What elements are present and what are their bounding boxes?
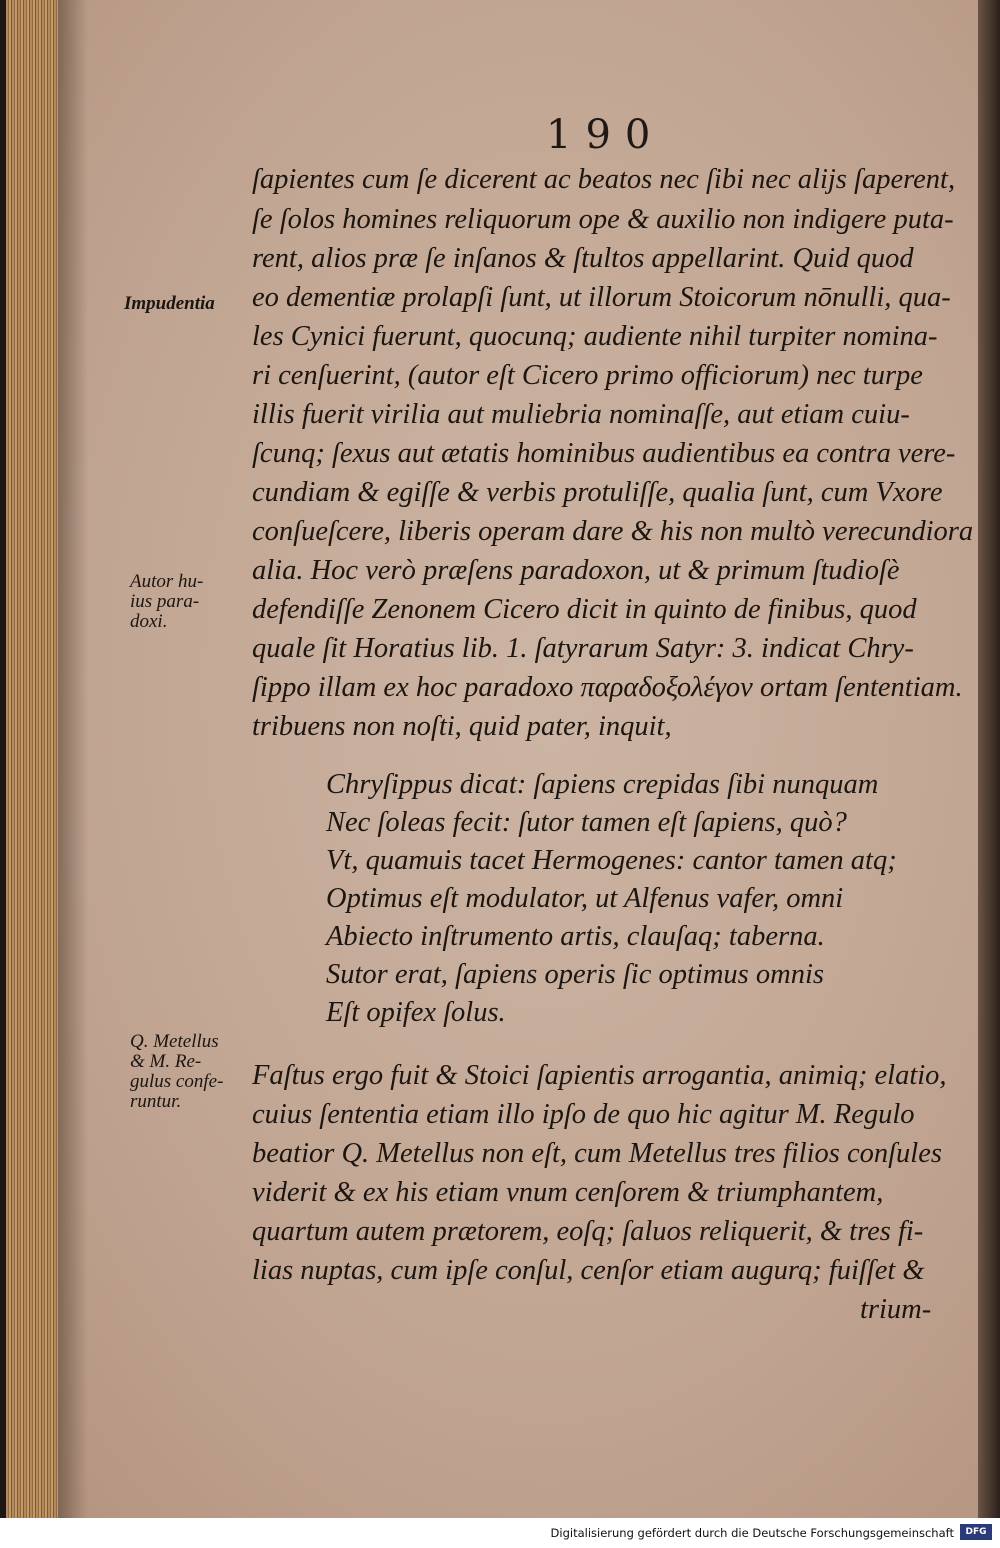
margin-note-impudentia: Impudentia (124, 293, 215, 314)
body-line: rent, alios præ ſe inſanos & ſtultos appellarint. Quid quod (252, 243, 914, 274)
body-line: ri cenſuerint, (autor eſt Cicero primo officiorum) nec turpe (252, 360, 923, 391)
margin-note-line: gulus confe- (130, 1071, 224, 1092)
verse-line: Optimus eſt modulator, ut Alfenus vafer, omni (326, 883, 844, 914)
body-line: illis fuerit virilia aut muliebria nominaſſe, aut etiam cuiu- (252, 399, 910, 430)
margin-note-line: Q. Metellus (130, 1031, 219, 1052)
margin-note-line: Autor hu- (130, 571, 204, 592)
verse-line: Sutor erat, ſapiens operis ſic optimus omnis (326, 959, 824, 990)
margin-note-line: runtur. (130, 1091, 182, 1112)
body-line: beatior Q. Metellus non eſt, cum Metellus tres filios conſules (252, 1138, 942, 1169)
paper-page (6, 0, 992, 1518)
dfg-logo: DFG (960, 1524, 992, 1540)
margin-note-line: doxi. (130, 611, 168, 632)
body-line: ſe ſolos homines reliquorum ope & auxilio non indigere puta- (252, 204, 954, 235)
verse-line: Eſt opifex ſolus. (326, 997, 506, 1028)
scan-right-edge (978, 0, 1000, 1518)
body-line: viderit & ex his etiam vnum cenſorem & triumphantem, (252, 1177, 884, 1208)
body-line: Faſtus ergo fuit & Stoici ſapientis arrogantia, animiq; elatio, (252, 1060, 947, 1091)
verse-line: Vt, quamuis tacet Hermogenes: cantor tamen atq; (326, 845, 897, 876)
body-line: tribuens non noſti, quid pater, inquit, (252, 711, 672, 742)
body-line: defendiſſe Zenonem Cicero dicit in quinto de finibus, quod (252, 594, 917, 625)
gutter-shadow (58, 0, 88, 1518)
body-line: cundiam & egiſſe & verbis protuliſſe, qualia ſunt, cum Vxore (252, 477, 943, 508)
footer-bar (0, 1518, 1000, 1548)
footer-credit: Digitalisierung gefördert durch die Deutsche Forschungsgemeinschaft (550, 1526, 954, 1540)
margin-note-metellus (130, 1032, 223, 1112)
verse-line: Nec ſoleas fecit: ſutor tamen eſt ſapiens, quò? (326, 807, 847, 838)
body-line: quartum autem prætorem, eoſq; ſaluos reliquerit, & tres fi- (252, 1216, 924, 1247)
catchword: trium- (860, 1294, 932, 1325)
body-line: alia. Hoc verò præſens paradoxon, ut & primum ſtudioſè (252, 555, 900, 586)
verse-line: Abiecto inſtrumento artis, clauſaq; taberna. (326, 921, 825, 952)
body-line: lias nuptas, cum ipſe conſul, cenſor etiam augurq; fuiſſet & (252, 1255, 925, 1286)
margin-note-autor (130, 572, 203, 632)
page-number: 190 (546, 112, 665, 158)
body-line: ſcunq; ſexus aut ætatis hominibus audientibus ea contra vere- (252, 438, 956, 469)
margin-note-line: & M. Re- (130, 1051, 202, 1072)
body-line: conſueſcere, liberis operam dare & his non multò verecundiora (252, 516, 974, 547)
verse-line: Chryſippus dicat: ſapiens crepidas ſibi nunquam (326, 769, 879, 800)
body-line: cuius ſententia etiam illo ipſo de quo hic agitur M. Regulo (252, 1099, 915, 1130)
body-line: ſippo illam ex hoc paradoxo παραδοξολέγον ortam ſententiam. (252, 672, 963, 703)
body-line: quale ſit Horatius lib. 1. ſatyrarum Satyr: 3. indicat Chry- (252, 633, 914, 664)
book-edge (6, 0, 58, 1518)
body-line: les Cynici fuerunt, quocunq; audiente nihil turpiter nomina- (252, 321, 938, 352)
body-line: eo dementiæ prolapſi ſunt, ut illorum Stoicorum nōnulli, qua- (252, 282, 951, 313)
body-line: ſapientes cum ſe dicerent ac beatos nec ſibi nec alijs ſaperent, (252, 164, 956, 195)
margin-note-line: ius para- (130, 591, 200, 612)
